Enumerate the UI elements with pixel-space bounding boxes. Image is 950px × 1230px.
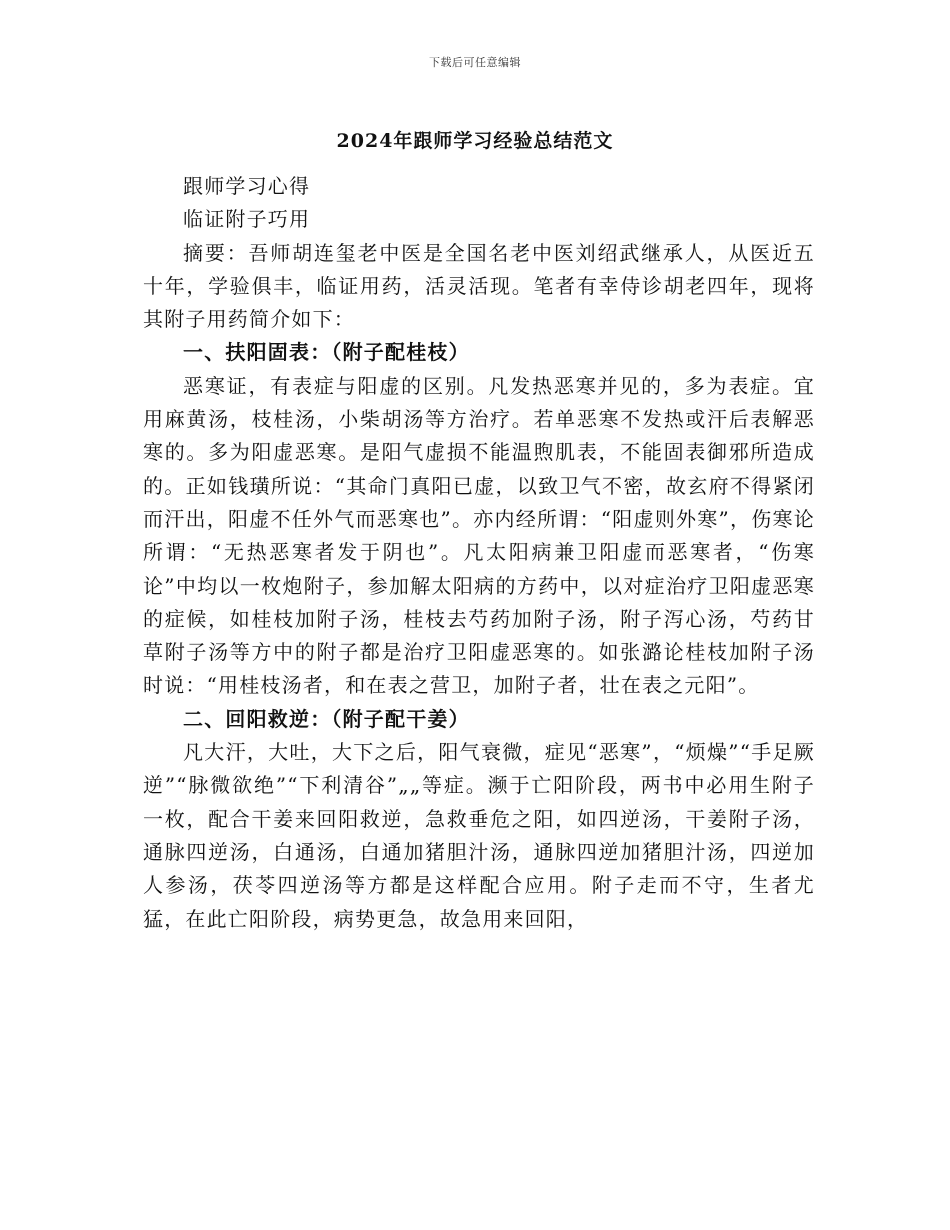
paragraph-abstract: 摘要：吾师胡连玺老中医是全国名老中医刘绍武继承人，从医近五十年，学验俱丰，临证用药，活灵活现。笔者有幸侍诊胡老四年，现将其附子用药简介如下：: [143, 240, 815, 332]
document-body: [143, 170, 815, 936]
document-title: 2024年跟师学习经验总结范文: [336, 130, 614, 152]
paragraph-subtitle: 跟师学习心得: [183, 174, 311, 198]
paragraph-subheading: 临证附子巧用: [183, 207, 311, 232]
paragraph-section-2: 凡大汗，大吐，大下之后，阳气衰微，症见“恶寒”，“烦燥”“手足厥逆”“脉微欲绝”“下利清谷”„„等症。濒于亡阳阶段，两书中必用生附子一枚，配合干姜来回阳救逆，急救垂危之阳，如四逆汤，干姜附子汤，通脉四逆汤，白通汤，白通加猪胆汁汤，通脉四逆加猪胆汁汤，四逆加人参汤，茯苓四逆汤等方都是这样配合应用。附子走而不守，生者尤猛，在此亡阳阶段，病势更急，故急用来回阳，: [143, 740, 815, 931]
section-heading-2: 二、回阳救逆：（附子配干姜）: [183, 706, 470, 731]
section-heading-1: 一、扶阳固表：（附子配桂枝）: [183, 340, 470, 365]
paragraph-section-1: 恶寒证，有表症与阳虚的区别。凡发热恶寒并见的，多为表症。宜用麻黄汤，枝桂汤，小柴胡汤等方治疗。若单恶寒不发热或汗后表解恶寒的。多为阳虚恶寒。是阳气虚损不能温煦肌表，不能固表御邪所造成的。正如钱璜所说：“其命门真阳已虚，以致卫气不密，故玄府不得紧闭而汗出，阳虚不任外气而恶寒也”。亦内经所谓：“阳虚则外寒”，伤寒论所谓：“无热恶寒者发于阴也”。凡太阳病兼卫阳虚而恶寒者，“伤寒论”中均以一枚炮附子，参加解太阳病的方药中，以对症治疗卫阳虚恶寒的症候，如桂枝加附子汤，桂枝去芍药加附子汤，附子泻心汤，芍药甘草附子汤等方中的附子都是治疗卫阳虚恶寒的。如张潞论桂枝加附子汤时说：“用桂枝汤者，和在表之营卫，加附子者，壮在表之元阳”。: [143, 373, 815, 698]
page-header-note: 下载后可任意编辑: [429, 56, 521, 69]
